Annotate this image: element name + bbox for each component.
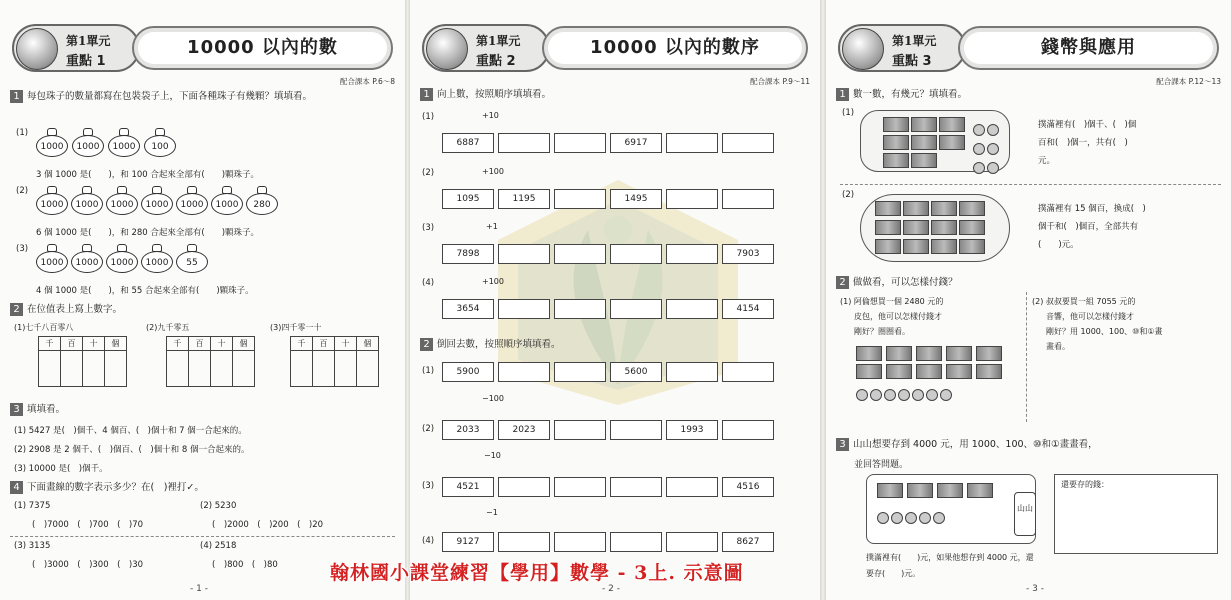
question-text: 填填看。 <box>27 404 66 415</box>
coin-icon <box>933 512 945 524</box>
page-number: - 3 - <box>1026 584 1044 594</box>
number-box[interactable] <box>554 362 606 382</box>
number-box[interactable]: 6917 <box>610 133 662 153</box>
number-box[interactable]: 7903 <box>722 244 774 264</box>
number-box[interactable]: 4521 <box>442 477 494 497</box>
bill-100 <box>959 201 985 216</box>
bill-100 <box>903 201 929 216</box>
number-box[interactable] <box>498 299 550 319</box>
fill-line[interactable]: (2) 2908 是 2 個千、( )個百、( )個十和 8 個一合起來的。 <box>14 445 250 455</box>
textbook-ref: 配合課本 P.12～13 <box>1156 77 1221 86</box>
coin-icon <box>973 162 985 174</box>
number-box[interactable]: 1095 <box>442 189 494 209</box>
bead-bag: 1000 <box>141 244 173 274</box>
fill-line[interactable]: 3 個 1000 是( )，和 100 合起來全部有( )顆珠子。 <box>36 170 260 180</box>
question-line: 剛好？圈圈看。 <box>854 327 910 336</box>
number-box[interactable] <box>554 299 606 319</box>
number-box[interactable] <box>554 532 606 552</box>
number-box[interactable] <box>666 362 718 382</box>
part-label: (2) <box>842 190 855 200</box>
question-number: 1 <box>836 88 849 101</box>
option-label: (4) 2518 <box>200 541 237 551</box>
page-title: 10000 以內的數序 <box>542 26 808 70</box>
page-title: 錢幣與應用 <box>958 26 1219 70</box>
number-box[interactable] <box>498 532 550 552</box>
option-choices[interactable]: ( )7000 ( )700 ( )70 <box>32 520 144 530</box>
fill-line[interactable]: 要存( )元。 <box>866 569 921 578</box>
number-box[interactable] <box>666 189 718 209</box>
page-3 <box>826 0 1231 600</box>
fill-line[interactable]: (1) 5427 是( )個千、4 個百、( )個十和 7 個一合起來的。 <box>14 426 247 436</box>
question-1 <box>420 88 812 102</box>
number-box[interactable]: 1993 <box>666 420 718 440</box>
question-number: 1 <box>420 88 433 101</box>
page-number: - 1 - <box>190 584 208 594</box>
coin-icon <box>987 162 999 174</box>
bead-bag: 1000 <box>141 186 173 216</box>
step-label: +100 <box>482 167 504 176</box>
place-value-item: (3)四千零一十 <box>270 323 322 332</box>
piggy-bank-3 <box>866 474 1036 544</box>
bead-bag: 1000 <box>211 186 243 216</box>
question-line: 剛好？用 1000、100、⑩和①畫 <box>1046 327 1163 336</box>
number-box[interactable] <box>666 299 718 319</box>
answer-box-label: 還要存的錢： <box>1061 480 1109 489</box>
number-box[interactable] <box>554 133 606 153</box>
number-box[interactable]: 7898 <box>442 244 494 264</box>
answer-box[interactable] <box>1054 474 1218 554</box>
number-box[interactable] <box>722 362 774 382</box>
question-text: 山山想要存到 4000 元，用 1000、100、⑩和①畫畫看， <box>853 439 1098 450</box>
coin-icon <box>884 389 896 401</box>
bill-1000 <box>907 483 933 498</box>
number-box[interactable]: 1195 <box>498 189 550 209</box>
bill-100 <box>875 239 901 254</box>
globe-icon <box>16 28 58 70</box>
question-number: 4 <box>10 481 23 494</box>
bead-bag: 1000 <box>36 186 68 216</box>
number-box[interactable] <box>498 477 550 497</box>
question-text: 倒回去數，按照順序填填看。 <box>437 339 561 350</box>
unit-label: 第1單元 <box>66 34 111 48</box>
coin-icon <box>919 512 931 524</box>
money-to-circle[interactable] <box>856 346 1026 406</box>
number-box[interactable] <box>666 477 718 497</box>
number-box[interactable] <box>610 532 662 552</box>
bill-100 <box>903 239 929 254</box>
fill-line[interactable]: 6 個 1000 是( )，和 280 合起來全部有( )顆珠子。 <box>36 228 260 238</box>
bill-100 <box>959 239 985 254</box>
point-label: 重點 3 <box>892 54 932 69</box>
question-line: 畫看。 <box>1046 342 1070 351</box>
step-label: −100 <box>482 394 504 403</box>
number-box[interactable]: 2033 <box>442 420 494 440</box>
unit-label: 第1單元 <box>476 34 521 48</box>
number-box[interactable] <box>498 133 550 153</box>
question-text: 下面畫線的數字表示多少？在( )裡打✓。 <box>27 482 204 493</box>
bill-100 <box>883 135 909 150</box>
question-text: 數一數，有幾元？填填看。 <box>853 89 968 100</box>
bill-100 <box>875 220 901 235</box>
fill-line[interactable]: 撲滿裡有( )個千、( )個 <box>1038 120 1137 130</box>
divider <box>840 184 1221 185</box>
number-box[interactable] <box>666 532 718 552</box>
question-2 <box>420 338 812 352</box>
number-box[interactable]: 8627 <box>722 532 774 552</box>
question-number: 3 <box>836 438 849 451</box>
divider <box>10 536 395 537</box>
place-value-table[interactable]: 千 百 十 個 <box>166 336 255 387</box>
question-3 <box>836 438 1223 452</box>
option-choices[interactable]: ( )3000 ( )300 ( )30 <box>32 560 144 570</box>
unit-label: 第1單元 <box>892 34 937 48</box>
number-box[interactable]: 2023 <box>498 420 550 440</box>
unit-badge <box>12 24 140 72</box>
question-number: 2 <box>420 338 433 351</box>
coin-icon <box>891 512 903 524</box>
coin-icon <box>973 124 985 136</box>
question-line: 音響，他可以怎樣付錢才 <box>1046 312 1134 321</box>
page-title: 10000 以內的數 <box>132 26 393 70</box>
number-box[interactable]: 5900 <box>442 362 494 382</box>
bill-100 <box>937 483 963 498</box>
number-box[interactable] <box>554 477 606 497</box>
question-3 <box>10 403 397 417</box>
question-text: 向上數，按照順序填填看。 <box>437 89 552 100</box>
number-box[interactable]: 5600 <box>610 362 662 382</box>
bill-100 <box>911 135 937 150</box>
option-label: (2) 5230 <box>200 501 237 511</box>
page-number: - 2 - <box>602 584 620 594</box>
piggy-bank-1 <box>860 110 1010 172</box>
question-line: (1) 阿倫想買一個 2480 元的 <box>840 297 944 306</box>
row-label: (4) <box>422 536 435 546</box>
coin-icon <box>856 389 868 401</box>
number-box[interactable] <box>722 189 774 209</box>
bead-bag: 1000 <box>72 128 104 158</box>
bill-1000 <box>883 117 909 132</box>
question-line: 皮包，他可以怎樣付錢才 <box>854 312 942 321</box>
place-value-item: (2)九千零五 <box>146 323 190 332</box>
part-label: (1) <box>842 108 855 118</box>
option-choices[interactable]: ( )800 ( )80 <box>212 560 278 570</box>
fill-line[interactable]: 撲滿裡有( )元，如果他想存到 4000 元，還 <box>866 553 1034 562</box>
bill-100 <box>931 220 957 235</box>
bill-100 <box>939 135 965 150</box>
coin-icon <box>987 124 999 136</box>
fill-line[interactable]: 個千和( )個百，全部共有 <box>1038 222 1139 232</box>
part-label: (2) <box>16 186 29 196</box>
place-value-table[interactable]: 千 百 十 個 <box>38 336 127 387</box>
bill-100 <box>959 220 985 235</box>
coin-icon <box>940 389 952 401</box>
bead-bag: 1000 <box>106 186 138 216</box>
bill-100 <box>911 153 937 168</box>
number-box[interactable] <box>610 299 662 319</box>
coin-group <box>973 121 1003 178</box>
number-box[interactable] <box>722 133 774 153</box>
number-box[interactable] <box>666 244 718 264</box>
row-label: (4) <box>422 278 435 288</box>
bead-bag: 1000 <box>71 186 103 216</box>
place-value-table[interactable]: 千 百 十 個 <box>290 336 379 387</box>
point-label: 重點 1 <box>66 54 106 69</box>
number-box[interactable]: 1495 <box>610 189 662 209</box>
option-label: (1) 7375 <box>14 501 51 511</box>
number-box[interactable] <box>610 244 662 264</box>
number-box[interactable] <box>554 420 606 440</box>
question-number: 1 <box>10 90 23 103</box>
preview-caption: 翰林國小課堂練習【學用】數學 - 3上. 示意圖 <box>330 562 744 584</box>
number-box[interactable] <box>610 477 662 497</box>
bead-bag: 1000 <box>106 244 138 274</box>
bill-1000 <box>939 117 965 132</box>
fill-line[interactable]: 撲滿裡有 15 個百，換成( ) <box>1038 204 1146 214</box>
question-1 <box>10 90 397 104</box>
fill-line[interactable]: ( )元。 <box>1038 240 1079 250</box>
jar-label: 山山 <box>1014 492 1036 536</box>
question-number: 3 <box>10 403 23 416</box>
number-box[interactable]: 4516 <box>722 477 774 497</box>
number-box[interactable]: 9127 <box>442 532 494 552</box>
bead-bag: 1000 <box>36 128 68 158</box>
piggy-bank-2 <box>860 194 1010 262</box>
row-label: (1) <box>422 366 435 376</box>
fill-line[interactable]: 4 個 1000 是( )，和 55 合起來全部有( )顆珠子。 <box>36 286 254 296</box>
coin-icon <box>926 389 938 401</box>
bead-bag: 1000 <box>36 244 68 274</box>
number-box[interactable] <box>498 362 550 382</box>
bill-100 <box>967 483 993 498</box>
fill-line[interactable]: 百和( )個一，共有( ) <box>1038 138 1128 148</box>
textbook-ref: 配合課本 P.6～8 <box>339 77 395 86</box>
fill-line[interactable]: 元。 <box>1038 156 1056 166</box>
point-label: 重點 2 <box>476 54 516 69</box>
bill-100 <box>903 220 929 235</box>
divider <box>1026 292 1027 422</box>
question-line: (2) 叔叔要買一組 7055 元的 <box>1032 297 1136 306</box>
coin-icon <box>912 389 924 401</box>
textbook-ref: 配合課本 P.9～11 <box>750 77 810 86</box>
number-box[interactable] <box>498 244 550 264</box>
number-box[interactable]: 6887 <box>442 133 494 153</box>
page-2 <box>410 0 820 600</box>
bead-bag: 280 <box>246 186 278 216</box>
coin-icon <box>987 143 999 155</box>
number-box[interactable]: 4154 <box>722 299 774 319</box>
question-2 <box>10 303 397 317</box>
question-1 <box>836 88 1223 102</box>
row-label: (2) <box>422 168 435 178</box>
number-box[interactable]: 3654 <box>442 299 494 319</box>
page-header <box>12 24 393 72</box>
coin-icon <box>870 389 882 401</box>
question-text: 在位值表上寫上數字。 <box>27 304 123 315</box>
coin-icon <box>905 512 917 524</box>
step-label: −1 <box>486 508 498 517</box>
globe-icon <box>426 28 468 70</box>
bill-100 <box>883 153 909 168</box>
step-label: −10 <box>484 451 501 460</box>
question-text: 每包珠子的數量都寫在包裝袋子上，下面各種珠子有幾顆？填填看。 <box>27 91 313 102</box>
row-label: (3) <box>422 481 435 491</box>
number-box[interactable] <box>666 133 718 153</box>
step-label: +100 <box>482 277 504 286</box>
bead-bag: 100 <box>144 128 176 158</box>
number-box[interactable] <box>554 189 606 209</box>
page-header <box>422 24 808 72</box>
part-label: (3) <box>16 244 29 254</box>
bill-100 <box>875 201 901 216</box>
number-box[interactable] <box>722 420 774 440</box>
page-header <box>838 24 1219 72</box>
question-text: 做做看，可以怎樣付錢？ <box>853 277 958 288</box>
coin-icon <box>898 389 910 401</box>
bead-bag: 1000 <box>176 186 208 216</box>
row-label: (1) <box>422 112 435 122</box>
fill-line[interactable]: (3) 10000 是( )個千。 <box>14 464 108 474</box>
question-number: 2 <box>836 276 849 289</box>
part-label: (1) <box>16 128 29 138</box>
step-label: +1 <box>486 222 498 231</box>
bill-100 <box>931 239 957 254</box>
bill-1000 <box>911 117 937 132</box>
option-label: (3) 3135 <box>14 541 51 551</box>
question-line: 並回答問題。 <box>854 460 909 470</box>
row-label: (3) <box>422 223 435 233</box>
coin-icon <box>973 143 985 155</box>
option-choices[interactable]: ( )2000 ( )200 ( )20 <box>212 520 324 530</box>
coin-icon <box>877 512 889 524</box>
number-box[interactable] <box>610 420 662 440</box>
bill-1000 <box>877 483 903 498</box>
unit-badge <box>838 24 966 72</box>
bead-bag: 55 <box>176 244 208 274</box>
bead-bag: 1000 <box>108 128 140 158</box>
question-number: 2 <box>10 303 23 316</box>
question-4 <box>10 481 397 495</box>
globe-icon <box>842 28 884 70</box>
bill-100 <box>931 201 957 216</box>
bead-bag: 1000 <box>71 244 103 274</box>
row-label: (2) <box>422 424 435 434</box>
question-2 <box>836 276 1223 290</box>
place-value-item: (1)七千八百零八 <box>14 323 74 332</box>
unit-badge <box>422 24 550 72</box>
page-1 <box>0 0 405 600</box>
step-label: +10 <box>482 111 499 120</box>
number-box[interactable] <box>554 244 606 264</box>
